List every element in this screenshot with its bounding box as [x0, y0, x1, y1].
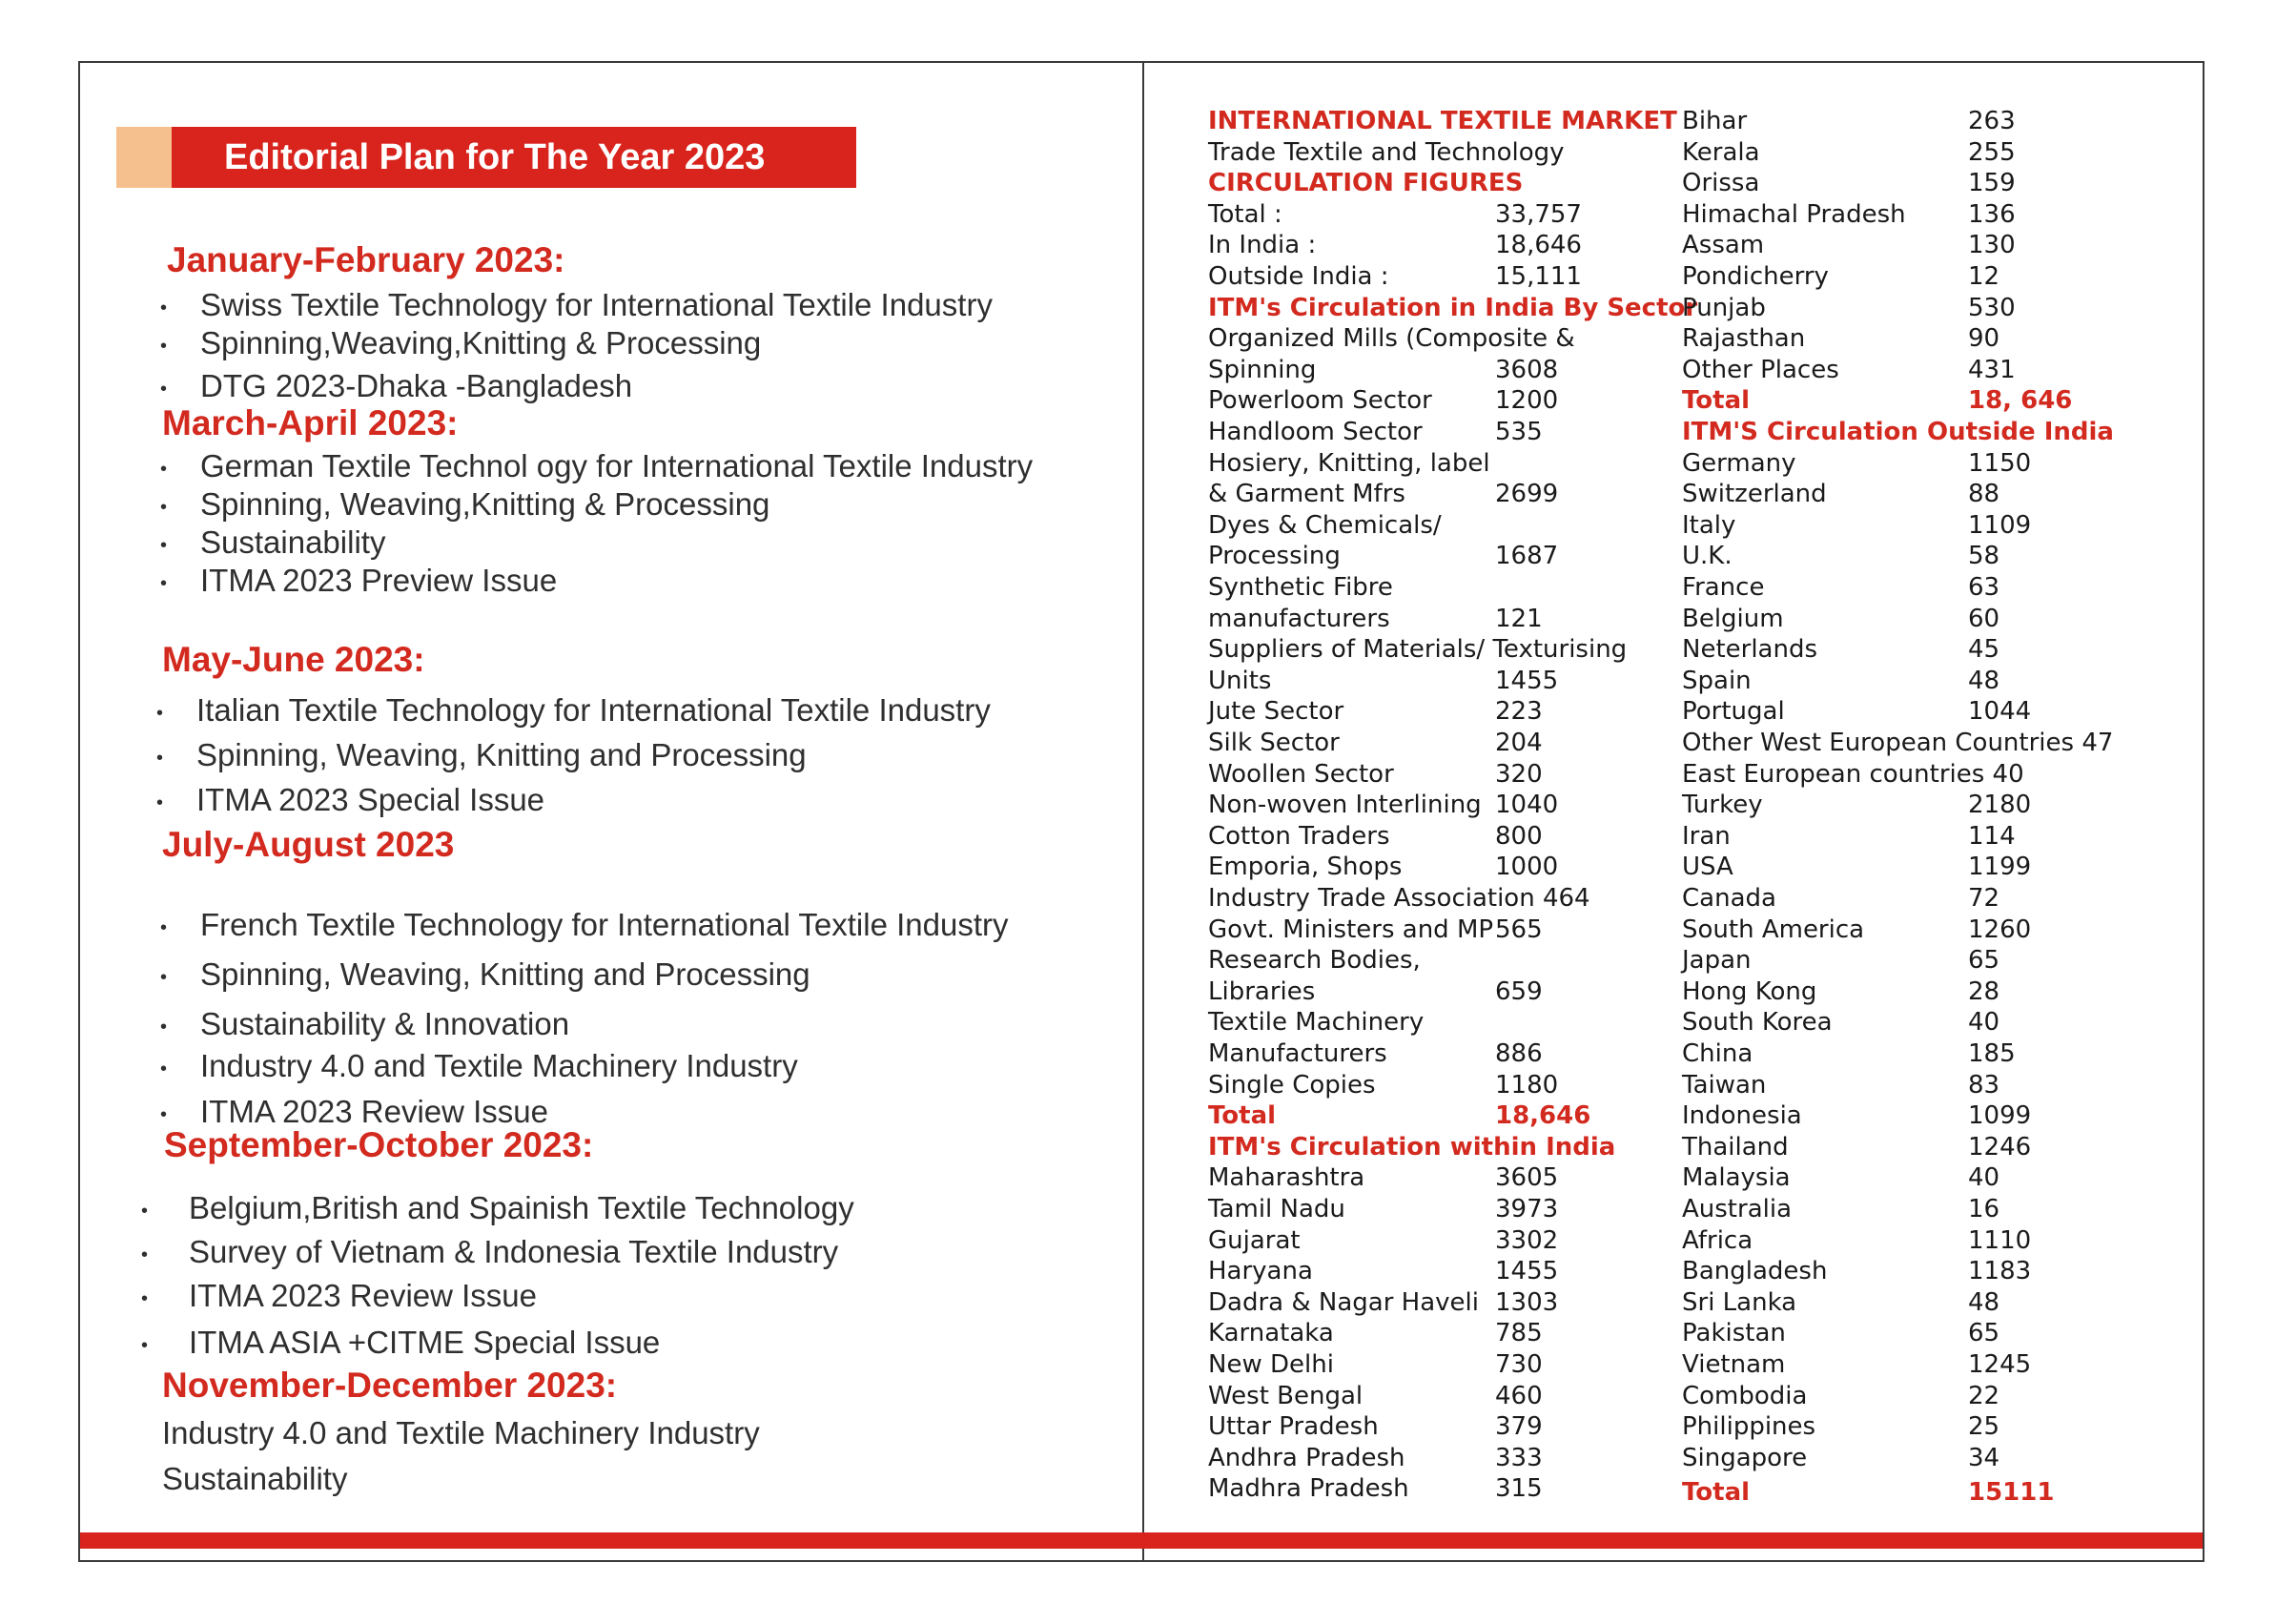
row-value: 1044 — [1968, 697, 2032, 727]
total-label: Total — [1682, 386, 1751, 416]
row-value: 1303 — [1495, 1287, 1559, 1317]
row-value: 1110 — [1968, 1225, 2032, 1255]
plan-item-text: ITMA 2023 Review Issue — [200, 1094, 548, 1129]
plan-item — [141, 1278, 537, 1313]
row-value: 22 — [1968, 1381, 2000, 1410]
plan-item-text: DTG 2023-Dhaka -Bangladesh — [200, 368, 633, 403]
row-value: 263 — [1968, 107, 2016, 135]
row-label: Australia — [1682, 1195, 1793, 1223]
row-value: 320 — [1495, 759, 1543, 789]
plan-item-text: Sustainability & Innovation — [200, 1006, 570, 1041]
row-label: Italy — [1682, 510, 1736, 540]
plan-item-text: Sustainability — [200, 524, 386, 560]
bullet-icon: • — [160, 298, 168, 319]
row-value: 315 — [1495, 1474, 1543, 1504]
row-label: South America — [1682, 915, 1865, 944]
row-value: 1455 — [1495, 666, 1559, 695]
row-label: Research Bodies, — [1208, 946, 1421, 976]
row-label: Singapore — [1682, 1443, 1808, 1472]
plan-item — [156, 692, 991, 728]
row-value: 40 — [1968, 1163, 2000, 1193]
bullet-icon: • — [141, 1244, 149, 1265]
row-label: Synthetic Fibre — [1208, 573, 1393, 602]
row-label: Units — [1208, 666, 1272, 695]
row-value: 1260 — [1968, 915, 2032, 944]
row-value: 16 — [1968, 1195, 2000, 1223]
row-label: Orissa — [1682, 169, 1760, 198]
plan-item — [160, 448, 1034, 483]
plan-item — [160, 956, 810, 992]
plan-item-text: ITMA 2023 Review Issue — [189, 1278, 537, 1313]
title-accent-block — [116, 127, 172, 188]
row-label: U.K. — [1682, 542, 1733, 571]
row-value: 48 — [1968, 1287, 2000, 1317]
row-value: 730 — [1495, 1350, 1543, 1379]
bullet-icon: • — [160, 497, 168, 518]
plan-item — [160, 1094, 548, 1129]
row-value: 15,111 — [1495, 262, 1582, 291]
row-value: 530 — [1968, 293, 2016, 322]
row-label: Andhra Pradesh — [1208, 1443, 1405, 1472]
row-label: Organized Mills (Composite & — [1208, 324, 1575, 354]
row-label: USA — [1682, 853, 1733, 882]
row-label: Malaysia — [1682, 1163, 1791, 1193]
row-value: 12 — [1968, 262, 2000, 291]
row-label: Iran — [1682, 821, 1731, 851]
plan-item-text: French Textile Technology for International Textile Industry — [200, 907, 1009, 942]
bullet-icon: • — [141, 1288, 149, 1309]
row-label: Taiwan — [1682, 1070, 1767, 1100]
row-label: Canada — [1682, 884, 1776, 913]
plan-item-text: Sustainability — [162, 1461, 348, 1496]
row-label: Sri Lanka — [1682, 1287, 1797, 1317]
row-label: Silk Sector — [1208, 729, 1340, 757]
row-label: Govt. Ministers and MP — [1208, 915, 1494, 944]
row-label: Single Copies — [1208, 1070, 1376, 1100]
plan-item-text: Italian Textile Technology for International Textile Industry — [196, 692, 991, 728]
row-label: Libraries — [1208, 976, 1316, 1006]
section-heading: March-April 2023: — [162, 403, 459, 442]
row-label: Trade Textile and Technology — [1208, 137, 1565, 167]
row-value: 1000 — [1495, 853, 1559, 882]
row-label: Dyes & Chemicals/ — [1208, 510, 1442, 540]
plan-item-text: Spinning,Weaving,Knitting & Processing — [200, 325, 762, 360]
row-label: Africa — [1682, 1225, 1753, 1255]
bullet-icon: • — [141, 1335, 149, 1356]
bullet-icon: • — [160, 967, 168, 988]
row-value: 25 — [1968, 1412, 2000, 1442]
row-label: Jute Sector — [1208, 697, 1344, 727]
bullet-icon: • — [160, 1104, 168, 1125]
row-value: 1687 — [1495, 542, 1559, 571]
bullet-icon: • — [156, 748, 164, 769]
row-label: Suppliers of Materials/ Texturising — [1208, 635, 1628, 665]
row-value: 65 — [1968, 1319, 2000, 1348]
row-label: Neterlands — [1682, 635, 1818, 665]
row-label: Bangladesh — [1682, 1257, 1828, 1286]
row-label: Thailand — [1682, 1132, 1789, 1161]
row-value: 28 — [1968, 976, 2000, 1006]
row-value: 3302 — [1495, 1225, 1559, 1255]
row-value: 83 — [1968, 1070, 2000, 1100]
total-value: 15111 — [1968, 1478, 2055, 1508]
bullet-icon: • — [141, 1201, 149, 1222]
bullet-icon: • — [160, 379, 168, 400]
row-label: Indonesia — [1682, 1101, 1802, 1131]
row-value: 379 — [1495, 1412, 1543, 1442]
row-value: 2180 — [1968, 791, 2032, 820]
row-value: 1455 — [1495, 1257, 1559, 1286]
total-label: Total — [1208, 1101, 1277, 1131]
row-label: manufacturers — [1208, 604, 1390, 633]
row-label: Turkey — [1682, 791, 1763, 820]
row-value: 3973 — [1495, 1195, 1559, 1223]
row-label: Vietnam — [1682, 1350, 1786, 1379]
plan-item — [141, 1190, 854, 1225]
plan-item-text: Swiss Textile Technology for International Textile Industry — [200, 287, 993, 322]
row-label: Tamil Nadu — [1208, 1195, 1345, 1223]
row-label: Karnataka — [1208, 1319, 1334, 1348]
row-label: Portugal — [1682, 697, 1785, 727]
plan-item — [160, 368, 633, 403]
plan-item — [160, 563, 558, 598]
row-label: Other Places — [1682, 355, 1839, 384]
plan-item-text: Spinning, Weaving, Knitting and Processing — [196, 737, 807, 772]
section-heading: July-August 2023 — [162, 825, 455, 864]
row-label: Industry Trade Association 464 — [1208, 884, 1590, 913]
row-value: 204 — [1495, 729, 1543, 757]
row-label: Other West European Countries 47 — [1682, 729, 2114, 757]
row-value: 34 — [1968, 1443, 2000, 1472]
center-divider — [1142, 61, 1144, 1562]
row-value: 333 — [1495, 1443, 1543, 1472]
row-value: 159 — [1968, 169, 2016, 198]
row-value: 45 — [1968, 635, 2000, 665]
row-value: 121 — [1495, 604, 1543, 633]
row-label: Punjab — [1682, 293, 1766, 322]
row-value: 40 — [1968, 1008, 2000, 1038]
row-label: Uttar Pradesh — [1208, 1412, 1379, 1442]
section-heading: May-June 2023: — [162, 640, 425, 679]
bullet-icon: • — [160, 573, 168, 594]
plan-item — [160, 1006, 570, 1041]
bullet-icon: • — [160, 535, 168, 556]
plan-item — [160, 907, 1009, 942]
row-value: 90 — [1968, 324, 2000, 354]
row-value: 3605 — [1495, 1163, 1559, 1193]
bullet-icon: • — [160, 917, 168, 938]
row-value: 48 — [1968, 666, 2000, 695]
bullet-icon: • — [156, 703, 164, 724]
row-label: Himachal Pradesh — [1682, 199, 1906, 229]
row-label: France — [1682, 573, 1765, 602]
plan-item-text: ITMA ASIA +CITME Special Issue — [189, 1325, 661, 1360]
row-label: Hosiery, Knitting, label — [1208, 448, 1490, 478]
row-value: 1199 — [1968, 853, 2032, 882]
row-label: Cotton Traders — [1208, 821, 1390, 851]
row-label: Assam — [1682, 231, 1765, 260]
row-label: Textile Machinery — [1208, 1008, 1425, 1038]
row-value: 2699 — [1495, 480, 1559, 509]
row-value: 223 — [1495, 697, 1543, 727]
plan-item-text: Spinning, Weaving, Knitting and Processing — [200, 956, 810, 992]
bottom-red-bar — [80, 1532, 2203, 1549]
row-label: East European countries 40 — [1682, 759, 2024, 789]
bullet-icon: • — [160, 1059, 168, 1079]
row-label: Handloom Sector — [1208, 418, 1423, 446]
row-value: 1183 — [1968, 1257, 2032, 1286]
plan-item — [160, 1048, 798, 1083]
row-label: Spinning — [1208, 355, 1317, 384]
plan-item — [141, 1325, 661, 1360]
plan-item — [160, 486, 770, 522]
plan-item-text: Spinning, Weaving,Knitting & Processing — [200, 486, 770, 522]
row-label: West Bengal — [1208, 1381, 1364, 1410]
row-label: Pakistan — [1682, 1319, 1786, 1348]
row-label: Kerala — [1682, 137, 1760, 167]
bullet-icon: • — [160, 336, 168, 357]
row-label: Woollen Sector — [1208, 759, 1394, 789]
row-label: Total : — [1208, 199, 1282, 229]
row-value: 18,646 — [1495, 231, 1582, 260]
plan-item-text: Survey of Vietnam & Indonesia Textile Industry — [189, 1234, 839, 1269]
row-value: 1099 — [1968, 1101, 2032, 1131]
row-label: China — [1682, 1039, 1753, 1068]
row-label: Germany — [1682, 448, 1796, 478]
row-value: 185 — [1968, 1039, 2016, 1068]
row-label: Powerloom Sector — [1208, 386, 1432, 416]
row-label: South Korea — [1682, 1008, 1833, 1038]
row-value: 58 — [1968, 542, 2000, 571]
total-label: Total — [1682, 1478, 1751, 1508]
bullet-icon: • — [156, 792, 164, 813]
row-label: Manufacturers — [1208, 1039, 1387, 1068]
editorial-title-band — [116, 127, 856, 188]
row-value: 785 — [1495, 1319, 1543, 1348]
row-value: 136 — [1968, 199, 2016, 229]
row-value: 72 — [1968, 884, 2000, 913]
row-value: 88 — [1968, 480, 2000, 509]
row-value: 3608 — [1495, 355, 1559, 384]
row-label: Madhra Pradesh — [1208, 1474, 1409, 1504]
row-value: 565 — [1495, 915, 1543, 944]
row-value: 886 — [1495, 1039, 1543, 1068]
plan-item-text: ITMA 2023 Preview Issue — [200, 563, 558, 598]
section-heading: November-December 2023: — [162, 1366, 618, 1405]
section-heading: CIRCULATION FIGURES — [1208, 169, 1524, 198]
row-value: 659 — [1495, 976, 1543, 1006]
row-label: Philippines — [1682, 1412, 1816, 1442]
row-label: Non-woven Interlining — [1208, 791, 1482, 820]
section-heading: INTERNATIONAL TEXTILE MARKET — [1208, 107, 1677, 135]
bullet-icon: • — [160, 1017, 168, 1038]
row-value: 60 — [1968, 604, 2000, 633]
row-value: 1180 — [1495, 1070, 1559, 1100]
row-label: In India : — [1208, 231, 1317, 260]
section-heading: ITM's Circulation within India — [1208, 1132, 1616, 1161]
total-value: 18, 646 — [1968, 386, 2073, 416]
plan-item — [162, 1463, 347, 1494]
plan-item-text: Belgium,British and Spainish Textile Technology — [189, 1190, 854, 1225]
row-value: 431 — [1968, 355, 2016, 384]
row-label: Japan — [1682, 946, 1752, 976]
section-heading: September-October 2023: — [164, 1125, 594, 1164]
row-value: 1246 — [1968, 1132, 2032, 1161]
plan-item-text: German Textile Technol ogy for International Textile Industry — [200, 448, 1034, 483]
row-label: Emporia, Shops — [1208, 853, 1403, 882]
page-title: Editorial Plan for The Year 2023 — [172, 127, 856, 188]
row-label: Spain — [1682, 666, 1752, 695]
row-label: Outside India : — [1208, 262, 1389, 291]
row-value: 800 — [1495, 821, 1543, 851]
row-label: Dadra & Nagar Haveli — [1208, 1287, 1479, 1317]
row-value: 1150 — [1968, 448, 2032, 478]
plan-item — [156, 737, 807, 772]
section-heading: ITM'S Circulation Outside India — [1682, 418, 2114, 446]
plan-item — [160, 325, 762, 360]
total-value: 18,646 — [1495, 1101, 1591, 1131]
row-label: New Delhi — [1208, 1350, 1334, 1379]
row-label: Pondicherry — [1682, 262, 1829, 291]
row-label: Switzerland — [1682, 480, 1827, 509]
row-value: 114 — [1968, 821, 2016, 851]
row-label: Belgium — [1682, 604, 1784, 633]
row-value: 535 — [1495, 418, 1543, 446]
row-value: 1245 — [1968, 1350, 2032, 1379]
row-value: 65 — [1968, 946, 2000, 976]
bullet-icon: • — [160, 459, 168, 480]
plan-item — [160, 287, 993, 322]
row-label: & Garment Mfrs — [1208, 480, 1405, 509]
plan-item-text: ITMA 2023 Special Issue — [196, 782, 545, 817]
plan-item-text: Industry 4.0 and Textile Machinery Industry — [162, 1415, 760, 1450]
row-value: 255 — [1968, 137, 2016, 167]
row-value: 1200 — [1495, 386, 1559, 416]
plan-item-text: Industry 4.0 and Textile Machinery Industry — [200, 1048, 798, 1083]
plan-item — [160, 524, 386, 560]
row-label: Rajasthan — [1682, 324, 1806, 354]
row-label: Gujarat — [1208, 1225, 1301, 1255]
plan-item — [156, 782, 545, 817]
row-value: 130 — [1968, 231, 2016, 260]
row-label: Hong Kong — [1682, 976, 1817, 1006]
row-label: Haryana — [1208, 1257, 1313, 1286]
row-label: Bihar — [1682, 107, 1748, 135]
row-value: 33,757 — [1495, 199, 1582, 229]
row-value: 1040 — [1495, 791, 1559, 820]
section-heading: January-February 2023: — [167, 240, 565, 279]
row-value: 460 — [1495, 1381, 1543, 1410]
section-heading: ITM's Circulation in India By Sector — [1208, 293, 1698, 322]
plan-item — [162, 1417, 760, 1449]
plan-item — [141, 1234, 839, 1269]
row-label: Maharashtra — [1208, 1163, 1365, 1193]
row-label: Combodia — [1682, 1381, 1808, 1410]
row-label: Processing — [1208, 542, 1341, 571]
row-value: 1109 — [1968, 510, 2032, 540]
row-value: 63 — [1968, 573, 2000, 602]
